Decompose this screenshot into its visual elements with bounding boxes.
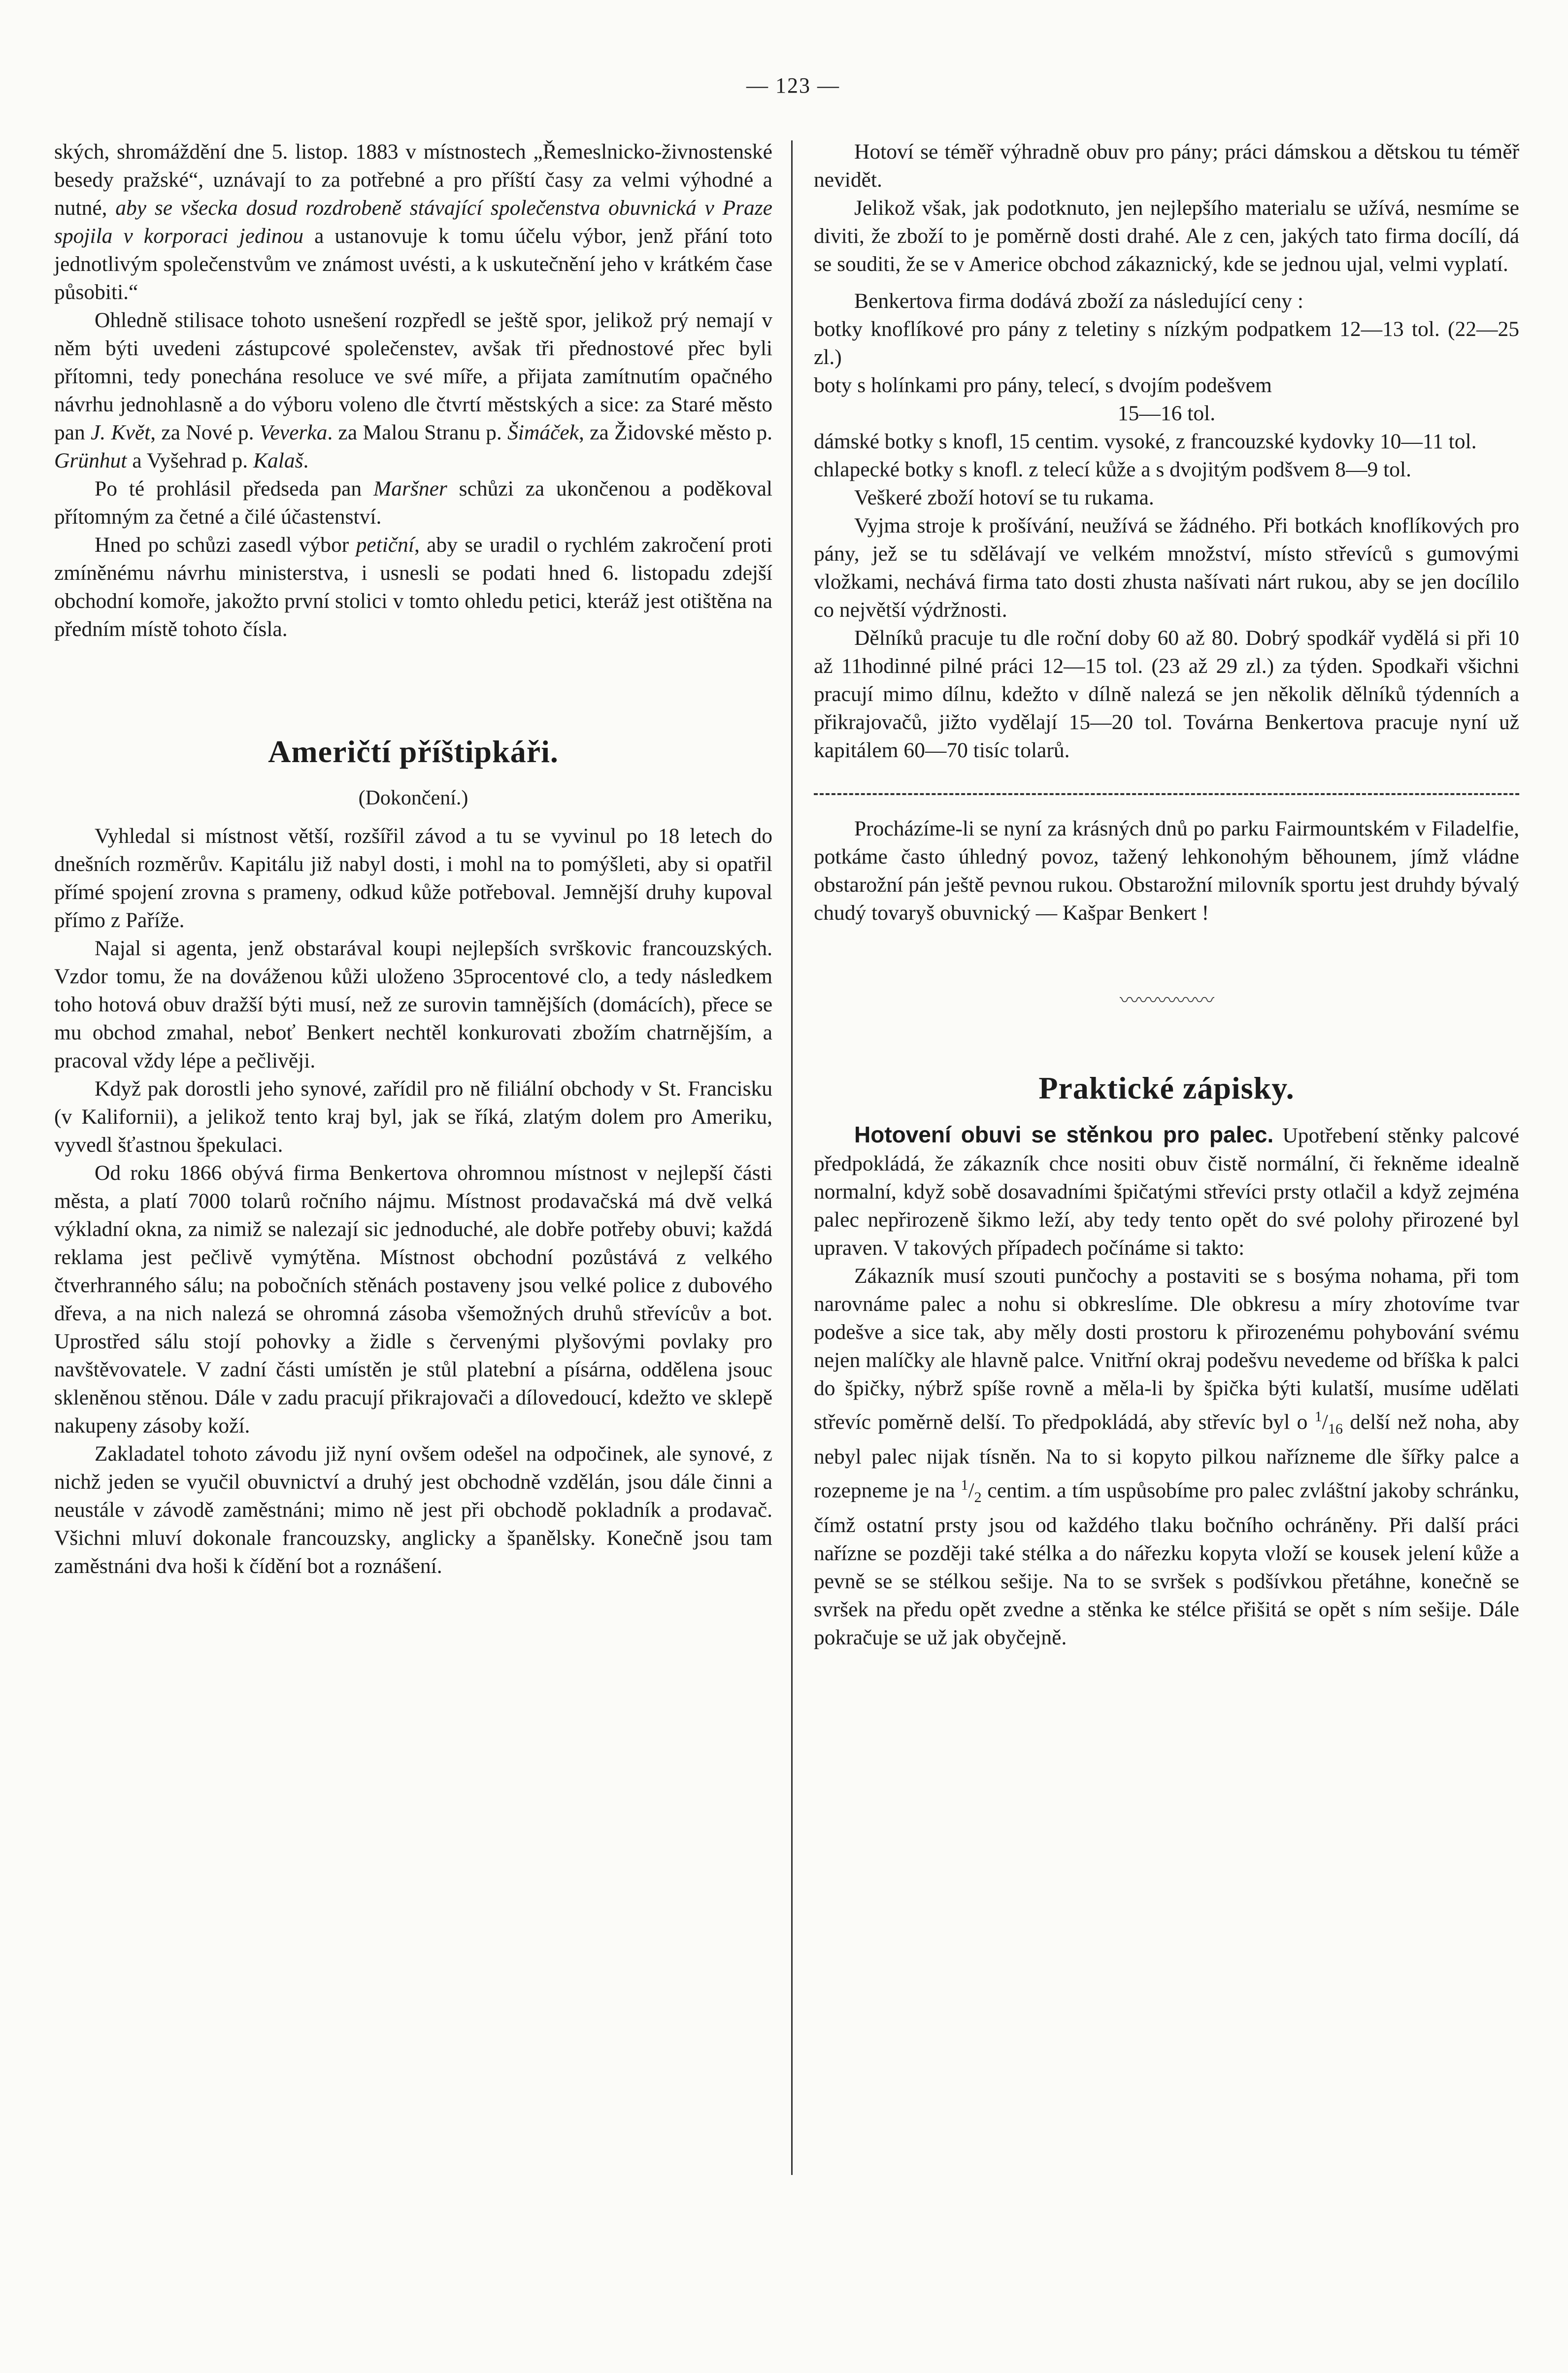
wavy-ornament: 〰〰〰〰〰 xyxy=(1120,989,1213,1011)
paragraph: Zakladatel tohoto závodu již nyní ovšem odešel na odpočinek, ale synové, z nichž jeden se vyučil obuvnictví a druhý jest obchodně vzdělán, jsou dále činni a neustále v závodě zaměstnáni; mimo ně jest při obchodě pokladník a prodavač. Všichni mluví dokonale francouzsky, anglicky a španělsky. Konečně jsou tam zaměstnáni dva hoši k čídění bot a roznášení. xyxy=(54,1442,772,1578)
article-subheading: (Dokončení.) xyxy=(358,787,468,809)
paragraph-tip-intro: Hotovení obuvi se stěnkou pro palec. Upotřebení stěnky palcové předpokládá, že zákazník chce nositi obuv čistě normální, či řekněme idealně normalní, když sobě dosavadními špičatými střevíci prsty otlačil a když zejména palec nepřirozeně šikmo leží, aby tedy tento opět do své polohy přirozené byl upraven. V takových případech počínáme si takto: xyxy=(814,1122,1519,1260)
paragraph: Vyhledal si místnost větší, rozšířil závod a tu se vyvinul po 18 letech do dnešních rozměrův. Kapitálu již nabyl dosti, i mohl na to pomýšleti, aby si opatřil přímé spojení zrovna s prameny, odkud kůže potřeboval. Jemnější druhy kupoval přímo z Paříže. xyxy=(54,824,772,932)
price-item: chlapecké botky s knofl. z telecí kůže a s dvojitým podšvem 8—9 tol. xyxy=(814,458,1411,481)
price-item: dámské botky s knofl, 15 centim. vysoké, z francouzské kydovky 10—11 tol. xyxy=(814,430,1477,453)
paragraph: Veškeré zboží hotoví se tu rukama. xyxy=(854,486,1154,509)
paragraph: Dělníků pracuje tu dle roční doby 60 až 80. Dobrý spodkář vydělá si při 10 až 11hodinné pilné práci 12—15 tol. (23 až 29 zl.) za týden. Spodkaři všichni pracují mimo dílnu, kdežto v dílně nalezá se jen několik dělníků týdenních a přikrajovačů, jižto vydělají 15—20 tol. Továrna Benkertova pracuje nyní už kapitálem 60—70 tisíc tolarů. xyxy=(814,626,1519,762)
right-column xyxy=(814,138,1519,1652)
paragraph-tip-body: Zákazník musí szouti punčochy a postaviti se s bosýma nohama, při tom narovnáme palec a nohu si obkreslíme. Dle obkresu a míry zhotovíme tvar podešve a sice tak, aby měly dosti prostoru k přirozenému pohybování svému nejen malíčky ale hlavně palce. Vnitřní okraj podešvu nevedeme od bříška k palci do špičky, nýbrž spíše rovně a měla-li by špička býti kulatší, musíme udělati střevíc poměrně delší. To předpokládá, aby střevíc byl o $^1/_{16}$ delší než noha, aby nebyl palec nijak tísněn. Na to si kopyto pilkou nařízneme dle šířky palce a rozepneme je na $^1/_2$ centim. a tím uspůsobíme pro palec zvláštní jakoby schránku, čímž ostatní prsty jsou od každého tlaku bočního ochráněny. Při další práci nařízne se později také stélka a do nářezku kopyta vloží se kousek jelení kůže a pevně se se stélkou sešije. Na to se svršek s podšívkou přetáhne, konečně se svršek na předu opět zvedne a stěnka ke stélce přišitá se opět s ním sešije. Dále pokračuje se už jak obyčejně. xyxy=(814,1264,1519,1650)
price-item: boty s holínkami pro pány, telecí, s dvojím podešvem xyxy=(814,373,1272,397)
paragraph-chairman: Po té prohlásil předseda pan Maršner schůzi za ukončenou a poděkoval přítomným za četné a čilé účastenství. xyxy=(54,477,772,529)
paragraph-petition: Hned po schůzi zasedl výbor petiční, aby se uradil o rychlém zakročení proti zmíněnému návrhu ministerstva, i usnesli se podati hned 6. listopadu zdejší obchodní komoře, jakožto první stolici v tomto ohledu petici, kteráž jest otištěna na předním místě tohoto čísla. xyxy=(54,533,772,641)
paragraph: Hotoví se téměř výhradně obuv pro pány; práci dámskou a dětskou tu téměř nevidět. xyxy=(814,140,1519,192)
price-item: botky knoflíkové pro pány z teletiny s nízkým podpatkem 12—13 tol. (22—25 zl.) xyxy=(814,317,1519,369)
tip-title: Hotovení obuvi se stěnkou pro palec. xyxy=(854,1122,1274,1147)
dashed-separator xyxy=(814,793,1519,795)
section-heading: Praktické zápisky. xyxy=(1038,1070,1295,1105)
paragraph: Najal si agenta, jenž obstarával koupi nejlepších svrškovic francouzských. Vzdor tomu, že na dováženou kůži uloženo 35procentové clo, a tedy následkem toho hotová obuv dražší býti musí, než ze surovin tamnějších (domácích), přece se mu obchod zmahal, neboť Benkert nechtěl konkurovati zbožím chatrnějším, a pracoval vždy lépe a pečlivěji. xyxy=(54,936,772,1072)
paragraph-committee: Ohledně stilisace tohoto usnešení rozpředl se ještě spor, jelikož prý nemají v něm býti uvedeni zástupcové společenstev, avšak tři přednostové přec byli přítomni, tedy ponechána resoluce ve své míře, a přijata zamítnutím opačného návrhu jednohlasně a do výboru voleno dle čtvrtí městských a sice: za Staré město pan J. Květ, za Nové p. Veverka. za Malou Stranu p. Šimáček, za Židovské město p. Grünhut a Vyšehrad p. Kalaš. xyxy=(54,308,773,472)
paragraph: Od roku 1866 obývá firma Benkertova ohromnou místnost v nejlepší části města, a platí 7000 tolarů ročního nájmu. Místnost prodavačská má dvě velká výkladní okna, za nimiž se nalezají sic jednoduché, ale dobře potřeby obuvi; každá reklama jest pečlivě vymýtěna. Místnost obchodní pozůstává z velkého čtverhranného sálu; na pobočních stěnách postaveny jsou velké police z dubového dřeva, a na nich nalezá se ohromná zásoba všemožných druhů střevícův a bot. Uprostřed sálu stojí pohovky a židle s červenými plyšovými povlaky pro navštěvovatele. V zadní části umístěn je stůl platební a písárna, oddělena jsouc skleněnou stěnou. Dále v zadu pracují přikrajovači a dílovedoucí, kdežto ve sklepě nakupeny zásoby koží. xyxy=(54,1161,772,1437)
paragraph-resolution: ských, shromáždění dne 5. listop. 1883 v místnostech „Řemeslnicko-živnostenské besedy pražské“, uznávají to za potřebné a pro příští časy za velmi výhodné a nutné, aby se všecka dosud rozdrobeně stávající společenstva obuvnická v Praze spojila v korporaci jedinou a ustanovuje k tomu účelu výbor, jenž přání toto jednotlivým společenstvům ve známost uvésti, a k uskutečnění jeho v krátkém čase působiti.“ xyxy=(54,140,773,304)
paragraph: Procházíme-li se nyní za krásných dnů po parku Fairmountském v Filadelfie, potkáme často úhledný povoz, tažený lehkonohým běhounem, jímž vládne obstarožní pán ještě pevnou rukou. Obstarožní milovník sportu jest druhdy bývalý chudý tovaryš obuvnický — Kašpar Benkert ! xyxy=(814,817,1519,925)
paragraph-prices-intro: Benkertova firma dodává zboží za následující ceny : xyxy=(854,289,1303,313)
column-divider xyxy=(791,140,793,2175)
paragraph: Vyjma stroje k prošívání, neužívá se žádného. Při botkách knoflíkových pro pány, jež se tu sdělávají ve velkém množství, místo střevíců s gumovými vložkami, nechává firma tato dosti zhusta našívati nárt rukou, aby se jen docílilo co největší výdržnosti. xyxy=(814,514,1519,622)
paragraph: Když pak dorostli jeho synové, zařídil pro ně filiální obchody v St. Francisku (v Kalifornii), a jelikož tento kraj byl, jak se říká, zlatým dolem pro Ameriku, vyvedl šťastnou špekulaci. xyxy=(54,1077,772,1157)
paragraph: Jelikož však, jak podotknuto, jen nejlepšího materialu se užívá, nesmíme se diviti, že zboží to je poměrně dosti drahé. Ale z cen, jakých tato firma docílí, dá se souditi, že se v Americe obchod zákaznický, kde se jednou ujal, velmi vyplatí. xyxy=(814,196,1519,276)
page-number: — 123 — xyxy=(746,73,840,98)
price-item-value: 15—16 tol. xyxy=(1117,401,1216,425)
article-heading: Američtí příštipkáři. xyxy=(268,734,559,769)
left-column xyxy=(54,138,772,1580)
